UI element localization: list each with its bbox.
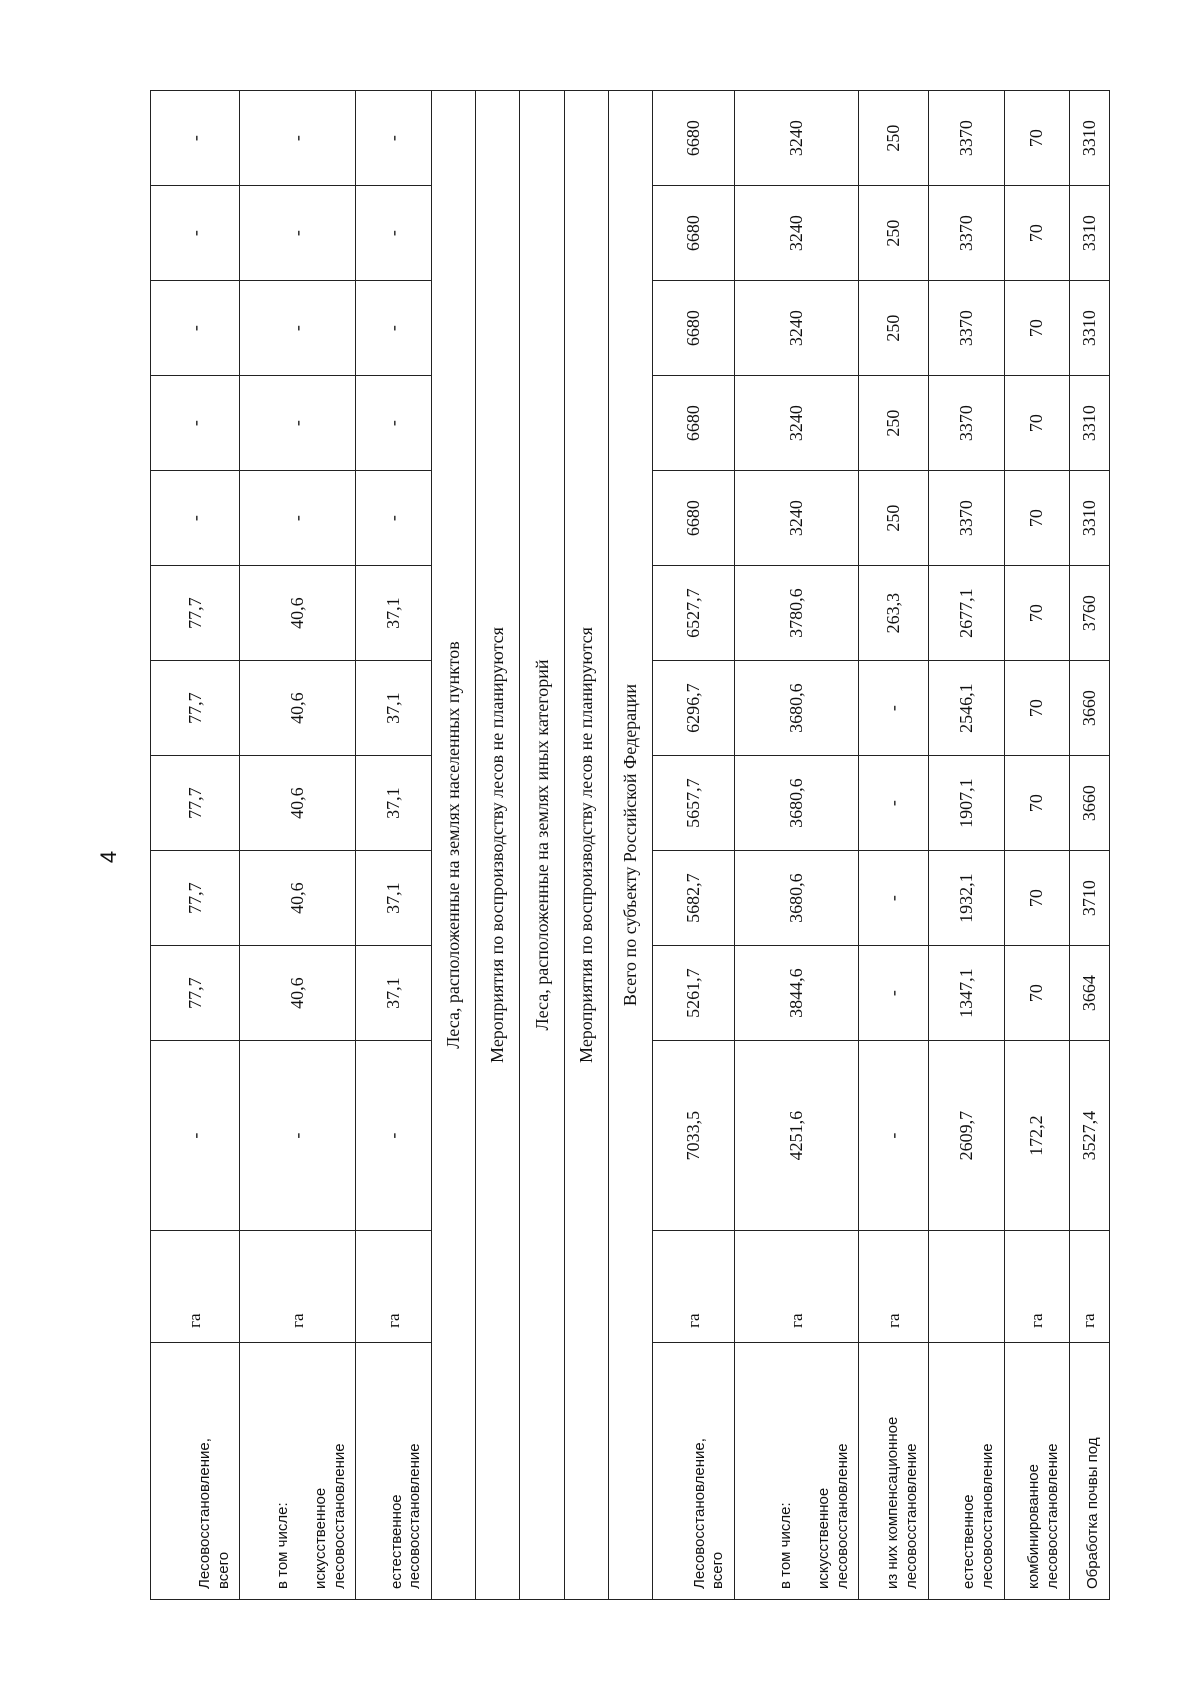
value-cell: 3310 xyxy=(1069,186,1109,281)
unit-cell: га xyxy=(151,1231,240,1343)
value-cell: 5682,7 xyxy=(653,851,735,946)
value-cell: 77,7 xyxy=(151,946,240,1041)
row-label xyxy=(1004,1342,1069,1599)
row-label-line: лесовосстановление xyxy=(978,1443,996,1589)
value-cell: 3844,6 xyxy=(735,946,859,1041)
unit-cell: га xyxy=(859,1231,928,1343)
value-cell: 3240 xyxy=(735,91,859,186)
section-row xyxy=(476,91,520,1600)
unit-cell: га xyxy=(1069,1231,1109,1343)
value-cell: 70 xyxy=(1004,186,1069,281)
section-row xyxy=(520,91,564,1600)
row-label-line: всего xyxy=(214,1551,232,1589)
section-row xyxy=(564,91,608,1600)
value-cell: 5261,7 xyxy=(653,946,735,1041)
value-cell: 77,7 xyxy=(151,661,240,756)
value-cell: 70 xyxy=(1004,281,1069,376)
value-cell: - xyxy=(859,851,928,946)
table-row xyxy=(1004,91,1069,1600)
value-cell: 3240 xyxy=(735,376,859,471)
row-label-line: комбинированное xyxy=(1025,1464,1043,1589)
row-label xyxy=(859,1342,928,1599)
value-cell: 5657,7 xyxy=(653,756,735,851)
value-cell: 2609,7 xyxy=(928,1041,1004,1231)
value-cell: 250 xyxy=(859,186,928,281)
value-cell: 3760 xyxy=(1069,566,1109,661)
section-heading: Всего по субъекту Российской Федерации xyxy=(608,91,652,1600)
value-cell: - xyxy=(151,376,240,471)
row-label xyxy=(356,1342,432,1599)
value-cell: 6296,7 xyxy=(653,661,735,756)
table-row xyxy=(356,91,432,1600)
row-label xyxy=(735,1342,859,1599)
value-cell: 6680 xyxy=(653,376,735,471)
page-number: 4 xyxy=(96,850,121,864)
value-cell: 3310 xyxy=(1069,91,1109,186)
unit-cell: га xyxy=(1004,1231,1069,1343)
row-label-line: лесовосстановление xyxy=(1044,1443,1062,1589)
row-label-line: Лесовосстановление, xyxy=(690,1438,708,1589)
row-label xyxy=(928,1342,1004,1599)
value-cell: - xyxy=(151,91,240,186)
value-cell: 40,6 xyxy=(240,851,356,946)
section-row xyxy=(432,91,476,1600)
value-cell: 1347,1 xyxy=(928,946,1004,1041)
value-cell: - xyxy=(151,1041,240,1231)
value-cell: - xyxy=(859,661,928,756)
value-cell: - xyxy=(240,471,356,566)
value-cell: 4251,6 xyxy=(735,1041,859,1231)
value-cell: 70 xyxy=(1004,376,1069,471)
value-cell: 40,6 xyxy=(240,661,356,756)
row-label-line xyxy=(293,1353,312,1589)
section-heading: Леса, расположенные на землях иных категорий xyxy=(520,91,564,1600)
value-cell: 7033,5 xyxy=(653,1041,735,1231)
value-cell: - xyxy=(859,1041,928,1231)
value-cell: 250 xyxy=(859,281,928,376)
table-row xyxy=(240,91,356,1600)
value-cell: 3240 xyxy=(735,471,859,566)
unit-cell: га xyxy=(240,1231,356,1343)
value-cell: 70 xyxy=(1004,471,1069,566)
row-label xyxy=(1069,1342,1109,1599)
value-cell: 1907,1 xyxy=(928,756,1004,851)
value-cell: 250 xyxy=(859,91,928,186)
row-label xyxy=(653,1342,735,1599)
value-cell: 2546,1 xyxy=(928,661,1004,756)
value-cell: 6680 xyxy=(653,471,735,566)
value-cell: 37,1 xyxy=(356,946,432,1041)
unit-cell: га xyxy=(735,1231,859,1343)
value-cell: 3660 xyxy=(1069,661,1109,756)
row-label-line: в том числе: xyxy=(777,1502,795,1589)
row-label xyxy=(240,1342,356,1599)
row-label-line: из них компенсационное xyxy=(884,1416,902,1589)
value-cell: 3370 xyxy=(928,376,1004,471)
value-cell: 6680 xyxy=(653,91,735,186)
value-cell: 6527,7 xyxy=(653,566,735,661)
value-cell: - xyxy=(356,376,432,471)
row-label-line: искусственное xyxy=(814,1487,832,1589)
value-cell: - xyxy=(240,1041,356,1231)
unit-cell xyxy=(928,1231,1004,1343)
value-cell: 3370 xyxy=(928,471,1004,566)
section-row xyxy=(608,91,652,1600)
row-label-line: искусственное xyxy=(311,1487,329,1589)
value-cell: - xyxy=(151,281,240,376)
value-cell: 3660 xyxy=(1069,756,1109,851)
value-cell: - xyxy=(240,281,356,376)
table-row xyxy=(859,91,928,1600)
row-label-line: естественное xyxy=(960,1494,978,1589)
value-cell: - xyxy=(151,471,240,566)
value-cell: 70 xyxy=(1004,91,1069,186)
value-cell: - xyxy=(151,186,240,281)
value-cell: 70 xyxy=(1004,661,1069,756)
row-label xyxy=(151,1342,240,1599)
value-cell: 3527,4 xyxy=(1069,1041,1109,1231)
value-cell: 77,7 xyxy=(151,851,240,946)
row-label-line: лесовосстановление xyxy=(330,1443,348,1589)
value-cell: 3370 xyxy=(928,281,1004,376)
table-row xyxy=(1069,91,1109,1600)
value-cell: 37,1 xyxy=(356,566,432,661)
table-row xyxy=(735,91,859,1600)
value-cell: 3310 xyxy=(1069,376,1109,471)
value-cell: - xyxy=(356,91,432,186)
row-label-line: лесовосстановление xyxy=(903,1443,921,1589)
value-cell: 2677,1 xyxy=(928,566,1004,661)
section-heading: Леса, расположенные на землях населенных пунктов xyxy=(432,91,476,1600)
section-heading: Мероприятия по воспроизводству лесов не планируются xyxy=(476,91,520,1600)
value-cell: 3780,6 xyxy=(735,566,859,661)
value-cell: 6680 xyxy=(653,281,735,376)
value-cell: 1932,1 xyxy=(928,851,1004,946)
value-cell: 77,7 xyxy=(151,756,240,851)
value-cell: 3240 xyxy=(735,186,859,281)
value-cell: - xyxy=(240,376,356,471)
value-cell: 37,1 xyxy=(356,661,432,756)
value-cell: 3370 xyxy=(928,186,1004,281)
value-cell: 3240 xyxy=(735,281,859,376)
row-label-line: естественное xyxy=(387,1494,405,1589)
reforestation-table xyxy=(150,90,1110,1600)
table-row xyxy=(151,91,240,1600)
value-cell: 37,1 xyxy=(356,756,432,851)
value-cell: - xyxy=(240,91,356,186)
value-cell: 172,2 xyxy=(1004,1041,1069,1231)
value-cell: 3370 xyxy=(928,91,1004,186)
value-cell: 70 xyxy=(1004,756,1069,851)
row-label-line: лесовосстановление xyxy=(406,1443,424,1589)
value-cell: 70 xyxy=(1004,946,1069,1041)
value-cell: - xyxy=(356,1041,432,1231)
value-cell: - xyxy=(356,281,432,376)
rotated-table-container xyxy=(150,90,1110,1600)
unit-cell: га xyxy=(653,1231,735,1343)
value-cell: - xyxy=(240,186,356,281)
row-label-line: лесовосстановление xyxy=(833,1443,851,1589)
value-cell: - xyxy=(859,756,928,851)
value-cell: 250 xyxy=(859,471,928,566)
value-cell: 70 xyxy=(1004,566,1069,661)
row-label-line: Обработка почвы под xyxy=(1084,1437,1102,1589)
row-label-line: Лесовосстановление, xyxy=(195,1438,213,1589)
value-cell: - xyxy=(859,946,928,1041)
value-cell: 77,7 xyxy=(151,566,240,661)
value-cell: 70 xyxy=(1004,851,1069,946)
value-cell: 3310 xyxy=(1069,281,1109,376)
value-cell: 6680 xyxy=(653,186,735,281)
value-cell: 250 xyxy=(859,376,928,471)
unit-cell: га xyxy=(356,1231,432,1343)
value-cell: 3680,6 xyxy=(735,661,859,756)
value-cell: 40,6 xyxy=(240,946,356,1041)
value-cell: 3680,6 xyxy=(735,851,859,946)
row-label-line: в том числе: xyxy=(274,1502,292,1589)
value-cell: 3710 xyxy=(1069,851,1109,946)
value-cell: - xyxy=(356,471,432,566)
value-cell: 3310 xyxy=(1069,471,1109,566)
value-cell: 40,6 xyxy=(240,756,356,851)
row-label-line: всего xyxy=(709,1551,727,1589)
value-cell: 37,1 xyxy=(356,851,432,946)
value-cell: 3664 xyxy=(1069,946,1109,1041)
value-cell: 3680,6 xyxy=(735,756,859,851)
section-heading: Мероприятия по воспроизводству лесов не планируются xyxy=(564,91,608,1600)
value-cell: 263,3 xyxy=(859,566,928,661)
value-cell: 40,6 xyxy=(240,566,356,661)
value-cell: - xyxy=(356,186,432,281)
row-label-line xyxy=(796,1353,815,1589)
table-row xyxy=(653,91,735,1600)
table-row xyxy=(928,91,1004,1600)
